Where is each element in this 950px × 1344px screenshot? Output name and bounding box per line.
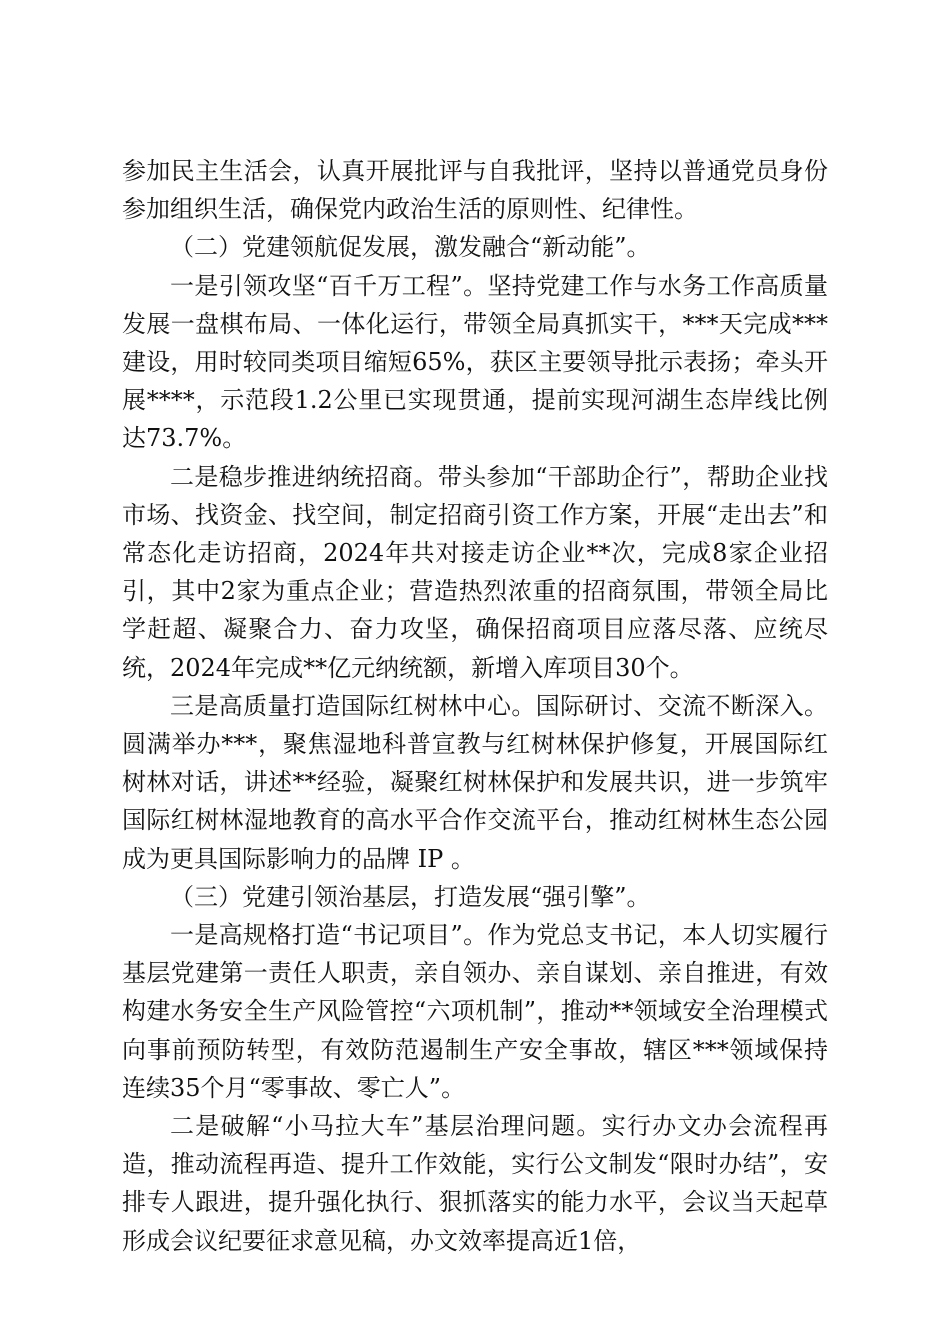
paragraph-governance: 二是破解“小马拉大车”基层治理问题。实行办文办会流程再造，推动流程再造、提升工作效能，实行公文制发“限时办结”，安排专人跟进，提升强化执行、狠抓落实的能力水平，会议当天起草形成会议纪要征求意见稿，办文效率提高近1倍， xyxy=(122,1112,828,1255)
section-heading-3: （三）党建引领治基层，打造发展“强引擎”。 xyxy=(170,882,651,911)
paragraph-continuation: 参加民主生活会，认真开展批评与自我批评，坚持以普通党员身份参加组织生活，确保党内政治生活的原则性、纪律性。 xyxy=(122,157,828,224)
section-heading-2: （二）党建领航促发展，激发融合“新动能”。 xyxy=(170,233,651,262)
paragraph-secretary-project: 一是高规格打造“书记项目”。作为党总支书记，本人切实履行基层党建第一责任人职责，亲自领办、亲自谋划、亲自推进，有效构建水务安全生产风险管控“六项机制”，推动**领域安全治理模式向事前预防转型，有效防范遏制生产安全事故，辖区***领域保持连续35个月“零事故、零亡人”。 xyxy=(122,921,828,1102)
document-body xyxy=(122,152,828,1260)
paragraph-mangrove-center: 三是高质量打造国际红树林中心。国际研讨、交流不断深入。圆满举办***，聚焦湿地科普宣教与红树林保护修复，开展国际红树林对话，讲述**经验，凝聚红树林保护和发展共识，进一步筑牢国际红树林湿地教育的高水平合作交流平台，推动红树林生态公园成为更具国际影响力的品牌 IP 。 xyxy=(122,691,828,873)
paragraph-poverty-project: 一是引领攻坚“百千万工程”。坚持党建工作与水务工作高质量发展一盘棋布局、一体化运行，带领全局真抓实干，***天完成***建设，用时较同类项目缩短65%，获区主要领导批示表扬；牵头开展****，示范段1.2公里已实现贯通，提前实现河湖生态岸线比例达73.7%。 xyxy=(122,271,828,453)
paragraph-investment: 二是稳步推进纳统招商。带头参加“干部助企行”，帮助企业找市场、找资金、找空间，制定招商引资工作方案，开展“走出去”和常态化走访招商，2024年共对接走访企业**次，完成8家企业招引，其中2家为重点企业；营造热烈浓重的招商氛围，带领全局比学赶超、凝聚合力、奋力攻坚，确保招商项目应落尽落、应统尽统，2024年完成**亿元纳统额，新增入库项目30个。 xyxy=(122,462,828,682)
